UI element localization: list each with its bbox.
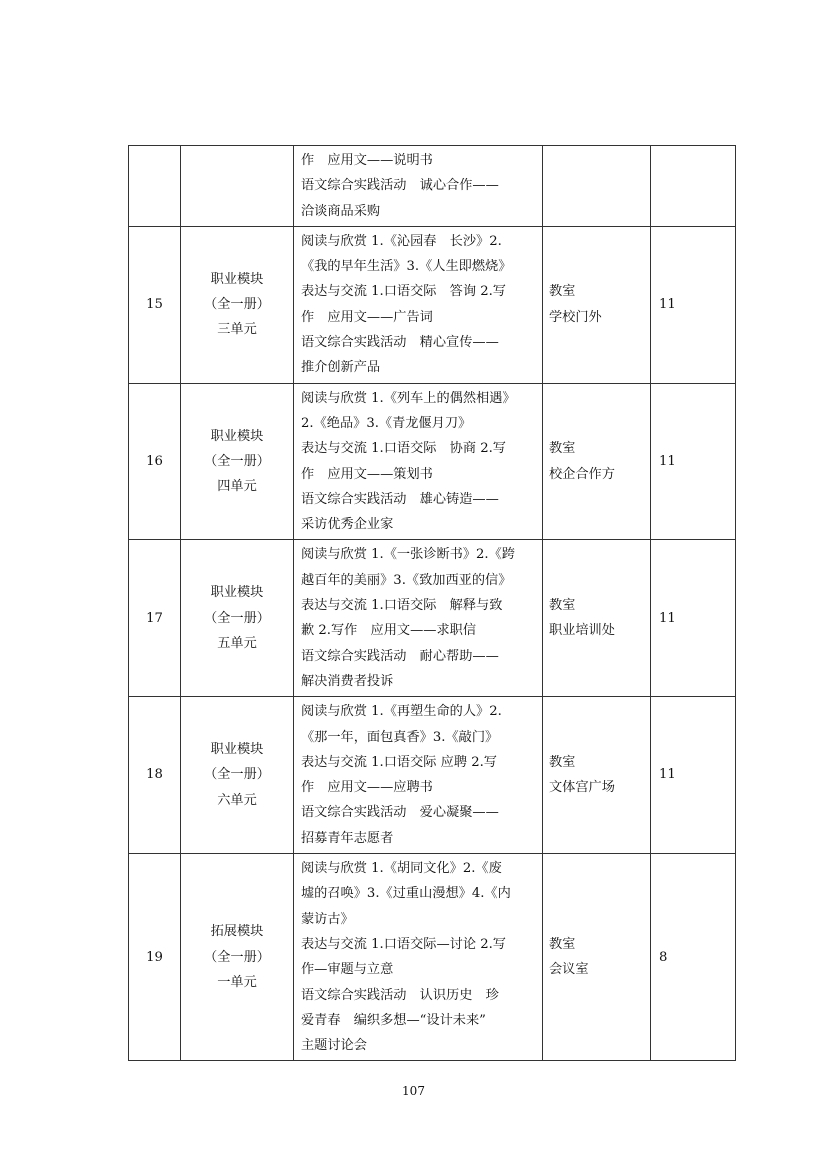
module-cell-line: 一单元	[217, 974, 257, 990]
venue-cell-line: 会议室	[549, 962, 589, 978]
content-cell-line: 作 应用文——说明书	[301, 153, 433, 168]
content-cell-line: 表达与交流 1.口语交际—讨论 2.写	[301, 936, 506, 952]
content-cell-line: 作 应用文——广告词	[301, 309, 433, 325]
venue-cell	[543, 383, 651, 540]
content-cell-line: 语文综合实践活动 雄心铸造——	[301, 491, 499, 507]
content-cell-line: 语文综合实践活动 认识历史 珍	[301, 987, 499, 1003]
module-cell-line: （全一册）	[204, 297, 270, 313]
content-cell-line: 表达与交流 1.口语交际 答询 2.写	[301, 284, 506, 300]
module-cell-line: 拓展模块	[210, 924, 264, 940]
content-cell-line: 作 应用文——策划书	[301, 466, 433, 482]
content-cell-line: 墟的召唤》3.《过重山漫想》4.《内	[301, 886, 511, 902]
module-cell-line: 职业模块	[210, 742, 264, 758]
venue-cell-line: 教室	[549, 754, 576, 770]
module-cell	[181, 854, 294, 1061]
venue-cell-line: 校企合作方	[549, 466, 615, 482]
module-cell-line: 三单元	[217, 322, 257, 338]
venue-cell	[543, 697, 651, 854]
hours-cell: 11	[651, 383, 736, 540]
content-cell-line: 越百年的美丽》3.《致加西亚的信》	[301, 572, 512, 588]
content-cell-line: 阅读与欣赏 1.《沁园春 长沙》2.	[301, 233, 502, 249]
content-cell-line: 语文综合实践活动 耐心帮助——	[301, 648, 499, 664]
content-cell-line: 阅读与欣赏 1.《胡同文化》2.《废	[301, 861, 502, 877]
lesson-number-cell: 16	[129, 383, 181, 540]
venue-cell-line: 教室	[549, 441, 576, 457]
page-number: 107	[402, 1084, 425, 1098]
hours-cell: 11	[651, 226, 736, 383]
content-cell-line: 采访优秀企业家	[301, 517, 394, 533]
module-cell-line: （全一册）	[204, 949, 270, 965]
content-cell-line: 歉 2.写作 应用文——求职信	[301, 623, 477, 639]
venue-cell-line: 教室	[549, 936, 576, 952]
content-cell	[294, 854, 543, 1061]
lesson-number-cell: 15	[129, 226, 181, 383]
content-cell-line: 表达与交流 1.口语交际 协商 2.写	[301, 441, 506, 457]
module-cell-line: 职业模块	[210, 585, 264, 601]
module-cell	[181, 226, 294, 383]
venue-cell-line: 文体宫广场	[549, 780, 615, 796]
content-cell-line: 作 应用文——应聘书	[301, 780, 433, 796]
content-cell-line: 阅读与欣赏 1.《再塑生命的人》2.	[301, 704, 502, 720]
module-cell-line: （全一册）	[204, 767, 270, 783]
content-cell-line: 推介创新产品	[301, 360, 381, 376]
module-cell	[181, 383, 294, 540]
table-row	[129, 383, 736, 540]
content-cell-line: 作—审题与立意	[301, 962, 394, 978]
content-cell-line: 《那一年，面包真香》3.《敲门》	[301, 729, 499, 745]
content-cell-line: 主题讨论会	[301, 1038, 367, 1054]
content-cell-line: 蒙访古》	[301, 911, 354, 927]
content-cell-line: 洽谈商品采购	[301, 203, 381, 219]
module-cell	[181, 697, 294, 854]
table-row	[129, 854, 736, 1061]
content-cell-line: 解决消费者投诉	[301, 673, 394, 689]
content-cell-line: 阅读与欣赏 1.《列车上的偶然相遇》	[301, 390, 516, 406]
table-row	[129, 540, 736, 697]
module-cell-line: 六单元	[217, 792, 257, 808]
module-cell-line: 职业模块	[210, 428, 264, 444]
content-cell	[294, 226, 543, 383]
table-body	[129, 146, 736, 1061]
module-cell-line: （全一册）	[204, 453, 270, 469]
venue-cell	[543, 226, 651, 383]
content-cell-line: 语文综合实践活动 诚心合作——	[301, 178, 499, 194]
curriculum-table	[128, 145, 736, 1061]
venue-cell-line: 教室	[549, 598, 576, 614]
content-cell	[294, 540, 543, 697]
venue-cell	[543, 146, 651, 227]
hours-cell: 11	[651, 540, 736, 697]
hours-cell: 8	[651, 854, 736, 1061]
hours-cell	[651, 146, 736, 227]
lesson-number-cell: 17	[129, 540, 181, 697]
content-cell-line: 语文综合实践活动 爱心凝聚——	[301, 805, 499, 821]
content-cell-line: 阅读与欣赏 1.《一张诊断书》2.《跨	[301, 547, 515, 563]
table-row	[129, 146, 736, 227]
content-cell-line: 语文综合实践活动 精心宣传——	[301, 335, 499, 351]
venue-cell	[543, 854, 651, 1061]
lesson-number-cell	[129, 146, 181, 227]
venue-cell	[543, 540, 651, 697]
lesson-number-cell: 19	[129, 854, 181, 1061]
venue-cell-line: 学校门外	[549, 309, 602, 325]
module-cell	[181, 146, 294, 227]
content-cell	[294, 146, 543, 227]
table-row	[129, 226, 736, 383]
venue-cell-line: 教室	[549, 284, 576, 300]
module-cell	[181, 540, 294, 697]
content-cell	[294, 697, 543, 854]
module-cell-line: 职业模块	[210, 271, 264, 287]
lesson-number-cell: 18	[129, 697, 181, 854]
content-cell	[294, 383, 543, 540]
content-cell-line: 爱青春 编织多想—“设计未来”	[301, 1012, 486, 1028]
module-cell-line: 四单元	[217, 479, 257, 495]
content-cell-line: 表达与交流 1.口语交际 应聘 2.写	[301, 754, 497, 770]
content-cell-line: 2.《绝品》3.《青龙偃月刀》	[301, 415, 472, 431]
content-cell-line: 表达与交流 1.口语交际 解释与致	[301, 598, 503, 614]
content-cell-line: 招募青年志愿者	[301, 830, 394, 846]
table-row	[129, 697, 736, 854]
module-cell-line: （全一册）	[204, 610, 270, 626]
module-cell-line: 五单元	[217, 635, 257, 651]
venue-cell-line: 职业培训处	[549, 623, 615, 639]
content-cell-line: 《我的早年生活》3.《人生即燃烧》	[301, 259, 512, 275]
hours-cell: 11	[651, 697, 736, 854]
